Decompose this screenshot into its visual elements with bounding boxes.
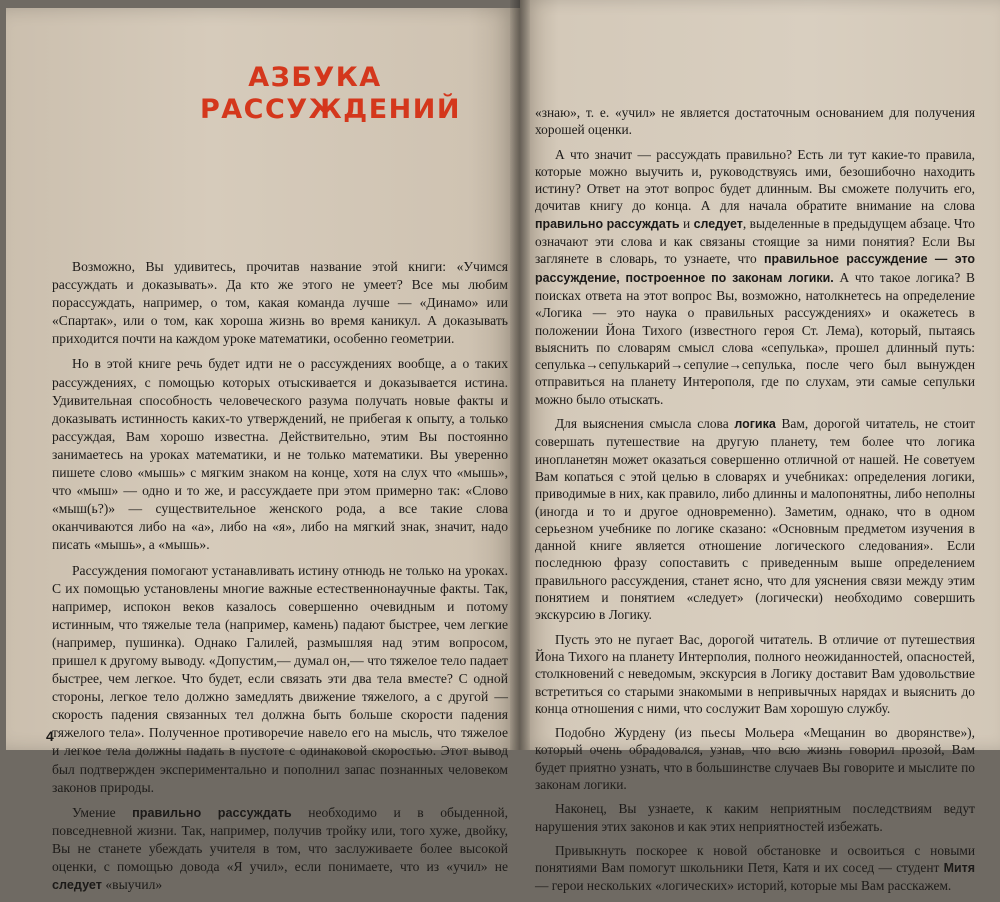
chapter-title [200, 62, 461, 126]
bold-term: следует [52, 878, 102, 893]
text-run: и [679, 215, 694, 231]
right-paragraph-6 [535, 842, 975, 895]
text-run: «выучил» [101, 877, 163, 893]
book-spine [510, 0, 530, 750]
text-run: — герои нескольких «логических» историй, которые мы Вам расскажем. [535, 878, 952, 894]
chapter-title-line1: АЗБУКА [248, 62, 382, 93]
text-run: А что такое логика? В поисках ответа на этот вопрос Вы, возможно, натолкнетесь на определение «Логика — это наука о правильных рассуждениях» и окажетесь в положении Йона Тихого (известного героя Ст. Лема), который, пытаясь выяснить по словарям смысл слова «сепулька», прошел длинный путь: сепулька→сепулькарий→сепулие→сепулька, после чего был вынужден отправиться на планету Интерополя, где по слухам, эти самые сепульки можно было отыскать. [535, 269, 975, 407]
bold-term: Митя [943, 861, 975, 876]
chapter-title-line2: РАССУЖДЕНИЙ [200, 94, 461, 125]
text-run: А что значит — рассуждать правильно? Есть ли тут какие-то правила, которые можно выучить и, руководствуясь ими, безошибочно находить истину? Ответ на этот вопрос будет длинным. Вы сможете получить его, дочитав книгу до конца. А для начала обратите внимание на слова [535, 146, 975, 214]
text-run: Умение [72, 804, 133, 820]
left-paragraph-2: Но в этой книге речь будет идти не о рассуждениях вообще, а о таких рассуждениях, с помощью которых отыскивается и доказывается истина. Удивительная способность человеческого разума получать новые факты и доказывать истинность каких-то утверждений, не прибегая к опыту, а только рассуждая, Вам хорошо известна. Действительно, этим Вы постоянно занимаетесь на уроках математики, и не только математики. Вы уверенно пишете слово «мышь» с мягким знаком на конце, хотя на слух что «мышь», что «мыш» — одно и то же, и рассуждаете при этом примерно так: «Слово «мыш(ь?)» — существительное женского рода, а все такие слова оканчиваются либо на «а», либо на «я», либо на мягкий знак, значит, надо писать «мышь», а «мышь». [52, 356, 508, 553]
text-run: Привыкнуть поскорее к новой обстановке и освоиться с новыми понятиями Вам помогут школьники Петя, Катя и их сосед — студент [535, 842, 975, 876]
right-paragraph-1 [535, 146, 975, 408]
right-paragraph-5: Наконец, Вы узнаете, к каким неприятным последствиям ведут нарушения этих законов и как этих неприятностей избежать. [535, 801, 975, 834]
left-paragraph-1: Возможно, Вы удивитесь, прочитав название этой книги: «Учимся рассуждать и доказывать». Да кто же этого не умеет? Все мы любим порассуждать, например, о том, какая команда лучше — «Динамо» или «Спартак», или о том, как хороша жизнь во время каникул. А доказывать приходится почти на каждом уроке математики, особенно геометрии. [52, 259, 508, 347]
left-paragraph-4 [52, 804, 508, 894]
bold-term: правильное рассуждение — это рассуждение, построенное по законам логики. [535, 252, 975, 285]
bold-term: правильно рассуждать [132, 805, 292, 820]
page-number: 4 [46, 728, 54, 744]
left-column-text [52, 258, 508, 901]
bold-term: правильно рассуждать [535, 216, 680, 231]
bold-term: логика [734, 417, 776, 432]
right-column-text [535, 104, 975, 902]
right-paragraph-0: «знаю», т. е. «учил» не является достаточным основанием для получения хорошей оценки. [535, 105, 975, 138]
right-paragraph-2 [535, 415, 975, 624]
text-run: , выделенные в предыдущем абзаце. Что означают эти слова и как связаны стоящие за ними понятия? Если Вы заглянете в словарь, то узнаете, что [535, 215, 975, 267]
bold-term: следует [693, 216, 743, 231]
left-paragraph-3: Рассуждения помогают устанавливать истину отнюдь не только на уроках. С их помощью установлены многие важные естественнонаучные факты. Так, например, испокон веков казалось совершенно очевидным и потому истинным, что тяжелые тела (например, камень) падают быстрее, чем легкие (например, пушинка). Однако Галилей, размышляя над этим вопросом, пришел к другому выводу. «Допустим,— думал он,— что тяжелое тело падает быстрее, чем легкое. Что будет, если связать эти два тела вместе? С одной стороны, легкое тело должно замедлять движение тяжелого, а с другой — скорость падения связанных тел должна быть больше скорости падения тяжелого тела». Полученное противоречие навело его на мысль, что тяжелое и легкое тела должны падать в пустоте с одинаковой скоростью. Этот вывод был подтвержден экспериментально и пополнил запас познанных человеком законов природы. [52, 562, 508, 795]
right-paragraph-4: Подобно Журдену (из пьесы Мольера «Мещанин во дворянстве»), который очень обрадовался, узнав, что всю жизнь говорил прозой, Вам будет приятно узнать, что в большинстве случаев Вы говорите и мыслите по законам логики. [535, 725, 975, 792]
text-run: Для выяснения смысла слова [555, 416, 735, 432]
text-run: Вам, дорогой читатель, не стоит совершать путешествие на другую планету, тем более что логика инопланетян может оказаться совершенно отличной от нашей. Не советуем Вам копаться с этой целью в словарях и учебниках: определения логики, приводимые в них, как правило, либо длинны и малопонятны, либо неполны (иногда и то и другое одновременно). Заметим, однако, что в одном серьезном учебнике по логике сказано: «Основным предметом изучения в данной книге является отношение логического следования». Если последнюю фразу сопоставить с приведенным выше определением правильного рассуждения, станет ясно, что для уяснения связи между этим понятием и понятием «следует» (логически) необходимо совершить экскурсию в Логику. [535, 416, 975, 623]
right-paragraph-3: Пусть это не пугает Вас, дорогой читатель. В отличие от путешествия Йона Тихого на планету Интерполия, полного неожиданностей, опасностей, столкновений с неведомым, экскурсия в Логику доставит Вам удовольствие встретиться со старыми знакомыми в непривычных нарядах и выяснить до конца отношения с ними, что сослужит Вам хорошую службу. [535, 631, 975, 716]
text-run: необходимо и в обыденной, повседневной жизни. Так, например, получив тройку или, того хуже, двойку, Вы не станете убеждать учителя в том, что заслуживаете более высокой оценки, с помощью довода «Я учил», если понимаете, что из «учил» не [52, 804, 509, 874]
